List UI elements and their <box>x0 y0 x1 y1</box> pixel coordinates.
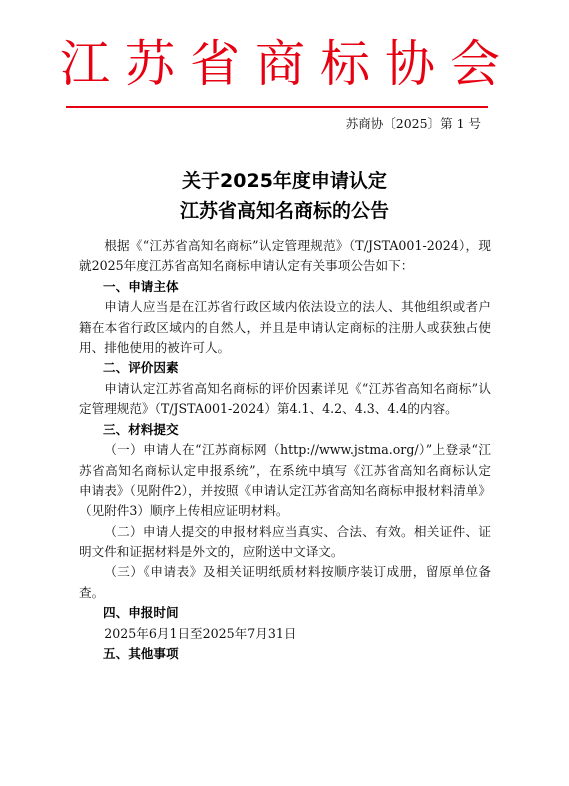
section-paragraph: （三）《申请表》及相关证明纸质材料按顺序装订成册，留原单位备查。 <box>79 564 491 600</box>
document-number: 苏商协〔2025〕第 1 号 <box>345 116 481 131</box>
section-heading: 四、申报时间 <box>103 604 179 620</box>
org-char: 苏 <box>125 35 175 93</box>
section-paragraph: 2025年6月1日至2025年7月31日 <box>104 625 297 641</box>
section-heading: 二、评价因素 <box>103 360 179 376</box>
document-body <box>79 236 491 665</box>
org-char: 江 <box>60 35 110 93</box>
org-char: 标 <box>320 35 370 93</box>
section-paragraph: 申请认定江苏省高知名商标的评价因素详见《“江苏省高知名商标”认定管理规范》（T/JSTA001-2024）第4.1、4.2、4.3、4.4的内容。 <box>79 381 491 417</box>
section-paragraph: （二）申请人提交的申报材料应当真实、合法、有效。相关证件、证明文件和证据材料是外文的，应附送中文译文。 <box>79 523 491 559</box>
section-heading: 五、其他事项 <box>103 645 179 661</box>
org-char: 会 <box>450 35 500 93</box>
header-divider <box>66 106 488 108</box>
org-char: 商 <box>255 35 305 93</box>
section-paragraph: （一）申请人在“江苏商标网（http://www.jstma.org/）”上登录“江苏省高知名商标认定申报系统”，在系统中填写《江苏省高知名商标认定 申请表》（见附件2），并按照《申请认定江苏省高知名商标申报材料清单》（见附件3）顺序上传相应证明材料。 <box>79 442 491 519</box>
title-line-1: 关于2025年度申请认定 <box>182 170 387 192</box>
intro-paragraph: 根据《“江苏省高知名商标”认定管理规范》（T/JSTA001-2024），现就2025年度江苏省高知名商标申请认定有关事项公告如下： <box>79 238 491 274</box>
org-masthead <box>60 28 500 100</box>
section-heading: 一、申请主体 <box>103 278 179 294</box>
section-paragraph: 申请人应当是在江苏省行政区域内依法设立的法人、其他组织或者户籍在本省行政区域内的自然人，并且是申请认定商标的注册人或获独占使用、排他使用的被许可人。 <box>79 299 491 355</box>
section-heading: 三、材料提交 <box>103 421 179 437</box>
org-char: 协 <box>385 35 435 93</box>
title-line-2: 江苏省高知名商标的公告 <box>179 200 389 222</box>
org-char: 省 <box>190 35 240 93</box>
